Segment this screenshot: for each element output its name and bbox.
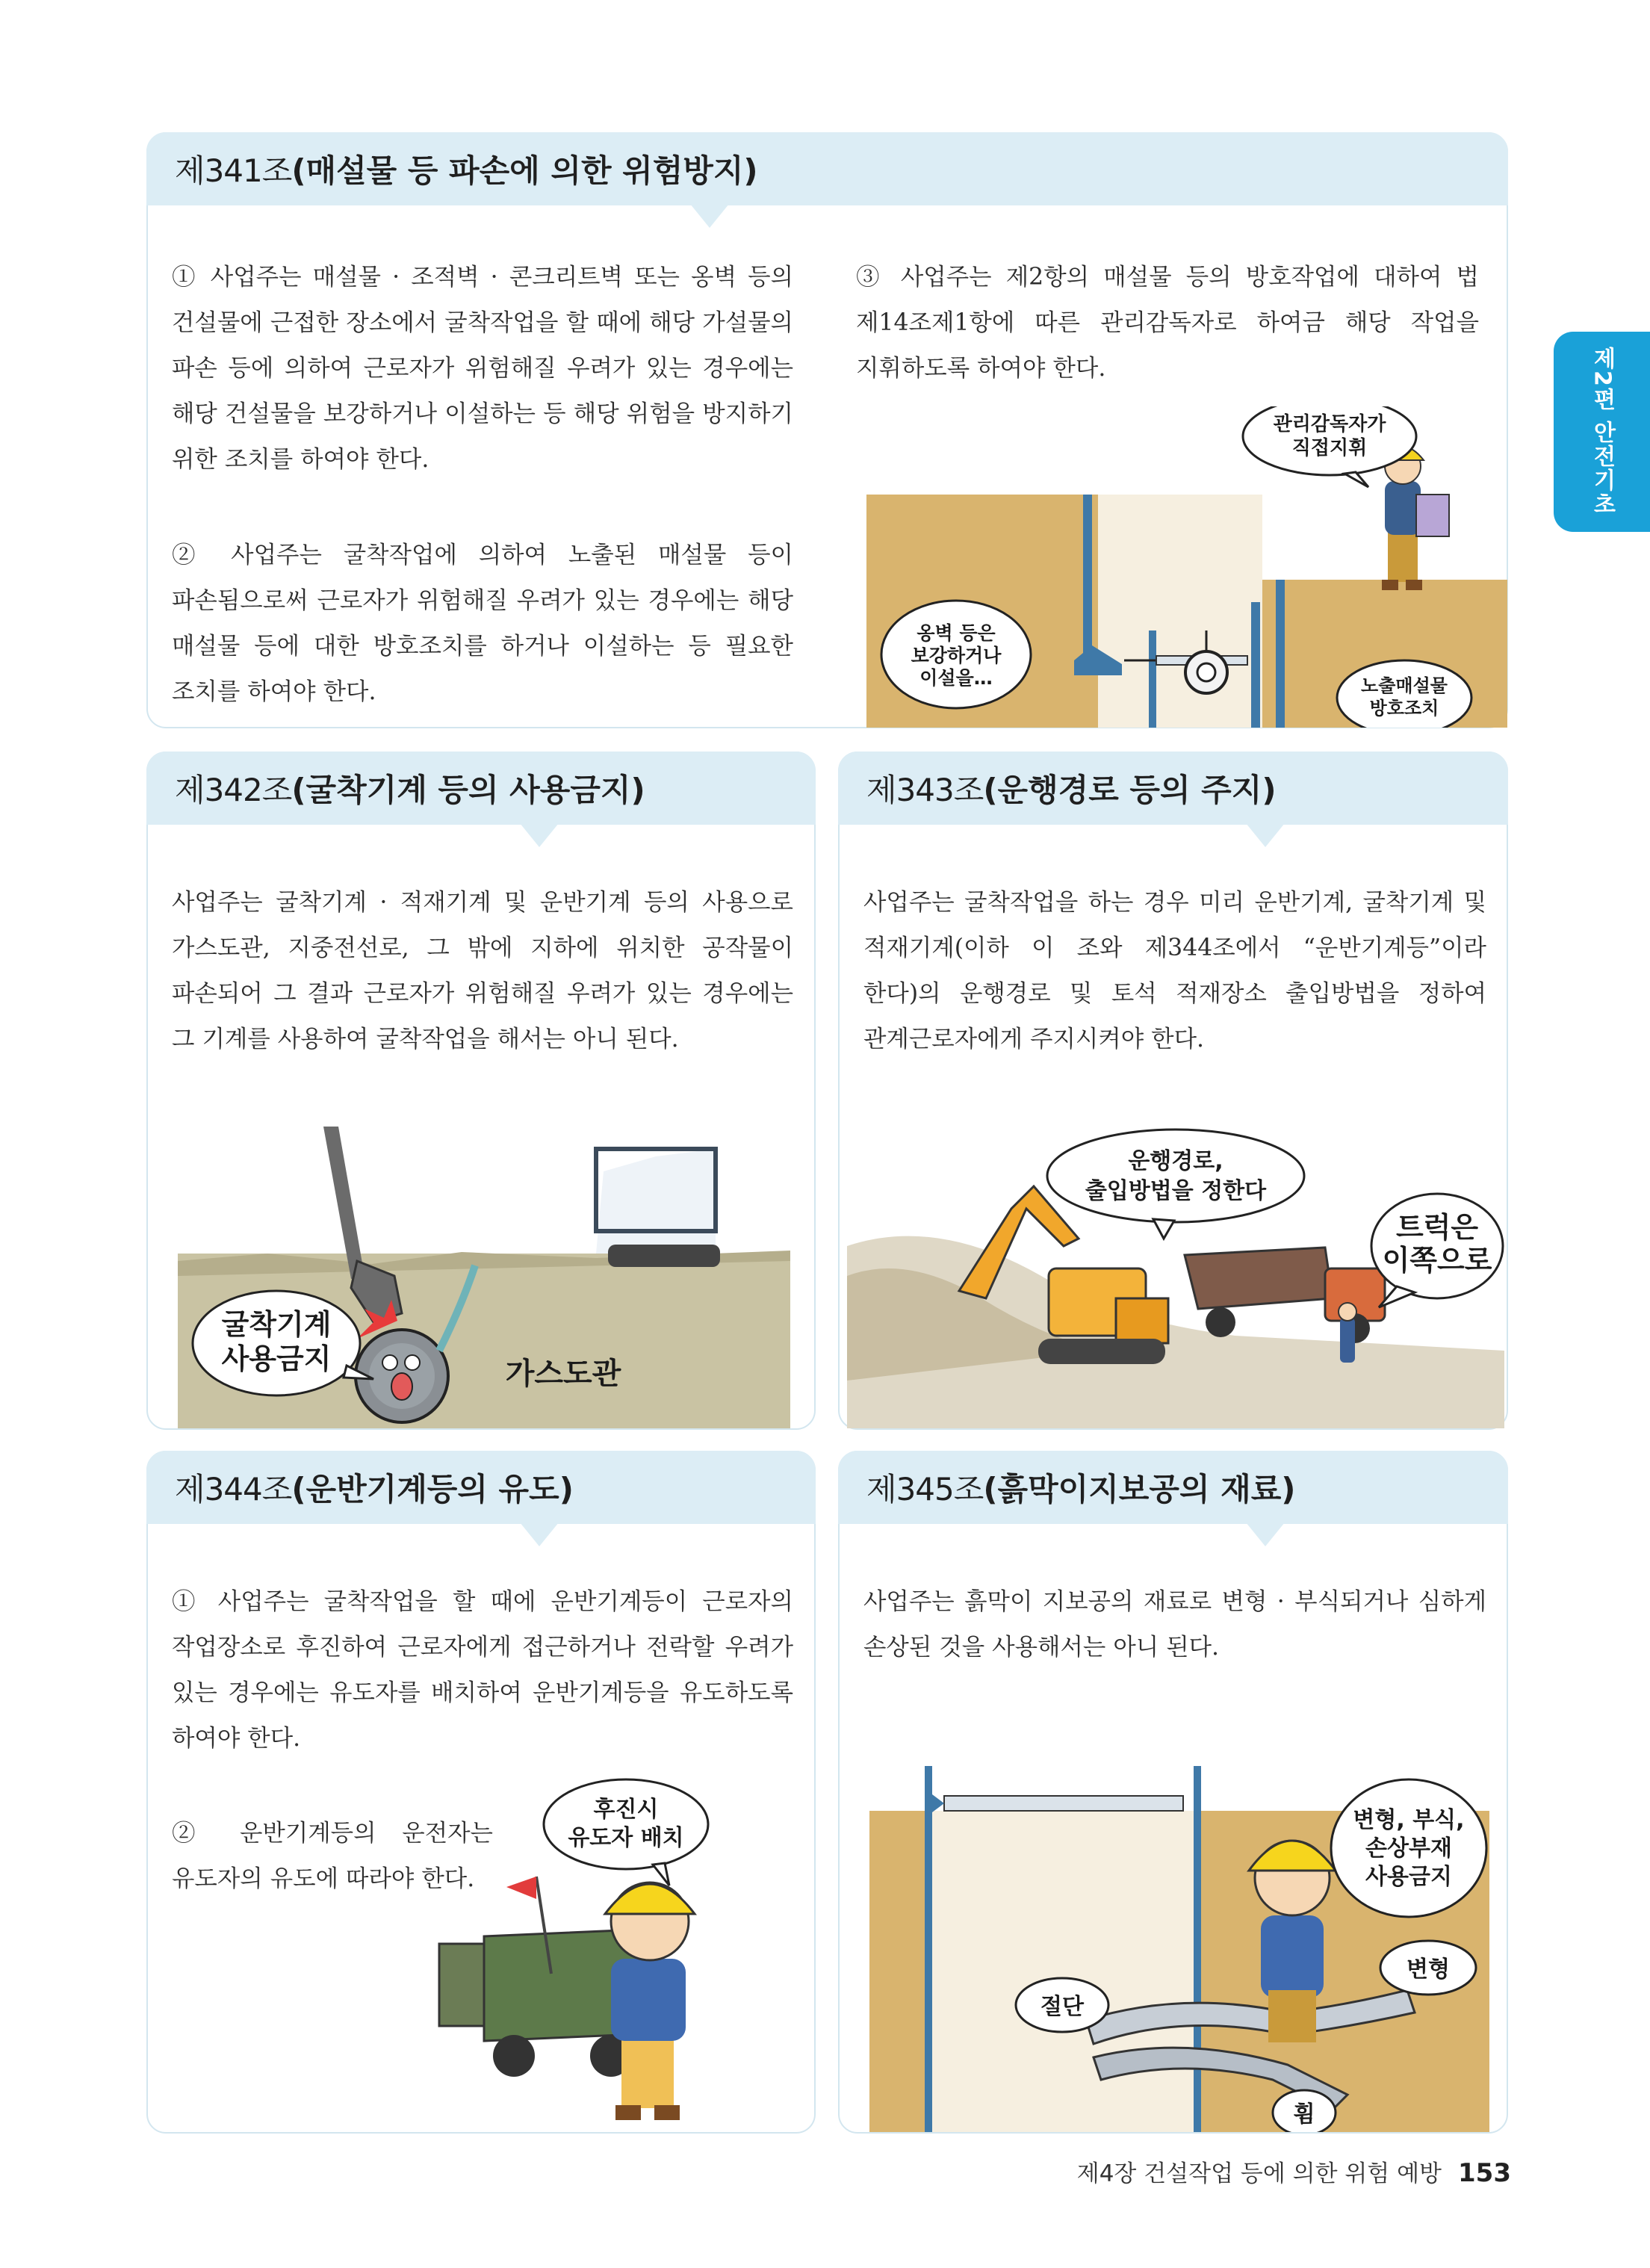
svg-text:절단: 절단 xyxy=(1040,1994,1084,2020)
article-345-title: 제345조(흙막이지보공의 재료) xyxy=(866,1471,1296,1508)
article-342-para-1: 사업주는 굴착기계 · 적재기계 및 운반기계 등의 사용으로 가스도관, 지중전선로, 그 밖에 지하에 위치한 공작물이 파손되어 그 결과 근로자가 위험해질 우려가 있는 경우에는 그 기계를 사용하여 굴착작업을 해서는 아니 된다. xyxy=(172,889,793,1053)
article-342-header xyxy=(146,752,816,825)
article-344-illustration xyxy=(432,1772,805,2132)
article-341-card xyxy=(146,132,1508,728)
article-344-title: 제344조(운반기계등의 유도) xyxy=(175,1471,574,1508)
page-number: 153 xyxy=(1458,2158,1511,2188)
svg-text:휨: 휨 xyxy=(1293,2101,1315,2128)
bubble-deform xyxy=(1380,1941,1476,1995)
svg-text:이쪽으로: 이쪽으로 xyxy=(1382,1244,1492,1277)
svg-text:사용금지: 사용금지 xyxy=(221,1342,332,1375)
svg-text:옹벽 등은: 옹벽 등은 xyxy=(917,622,996,644)
article-342-card xyxy=(146,752,816,1430)
svg-text:후진시: 후진시 xyxy=(593,1797,659,1823)
chapter-title: 제4장 건설작업 등에 의한 위험 예방 xyxy=(1076,2160,1442,2187)
bubble-bend xyxy=(1273,2090,1336,2132)
article-341-para-3: ③ 사업주는 제2항의 매설물 등의 방호작업에 대하여 법 제14조제1항에 따른 관리감독자로 하여금 해당 작업을 지휘하도록 하여야 한다. xyxy=(856,264,1479,382)
bubble-warning xyxy=(1331,1779,1486,1917)
article-344-para-1: ① 사업주는 굴착작업을 할 때에 운반기계등이 근로자의 작업장소로 후진하여 근로자에게 접근하거나 전락할 우려가 있는 경우에는 유도자를 배치하여 운반기계등을 유도하도록 하여야 한다. xyxy=(172,1588,793,1752)
article-344-para-2: ② 운반기계등의 운전자는 유도자의 유도에 따라야 한다. xyxy=(172,1820,493,1892)
bubble-pipe xyxy=(1337,660,1471,728)
svg-text:출입방법을 정한다: 출입방법을 정한다 xyxy=(1085,1178,1267,1204)
svg-text:손상부재: 손상부재 xyxy=(1365,1835,1452,1862)
svg-text:보강하거나: 보강하거나 xyxy=(911,645,1002,666)
svg-text:직접지휘: 직접지휘 xyxy=(1291,437,1368,459)
article-341-title: 제341조(매설물 등 파손에 의한 위험방지) xyxy=(175,152,758,189)
gas-pipe-label: 가스도관 xyxy=(505,1357,621,1391)
article-345-card xyxy=(838,1451,1508,2134)
svg-text:관리감독자가: 관리감독자가 xyxy=(1273,413,1386,436)
bubble-truck xyxy=(1371,1194,1503,1307)
article-344-header xyxy=(146,1451,816,1524)
svg-text:운행경로,: 운행경로, xyxy=(1128,1148,1223,1174)
guide-worker xyxy=(605,1883,695,2120)
supervisor-figure xyxy=(1382,447,1449,590)
article-341-para-1: ① 사업주는 매설물 · 조적벽 · 콘크리트벽 또는 옹벽 등의 건설물에 근접한 장소에서 굴착작업을 할 때에 해당 가설물의 파손 등에 의하여 근로자가 위험해질 우려가 있는 경우에는 해당 건설물을 보강하거나 이설하는 등 해당 위험을 방지하기 위한 조치를 하여야 한다. xyxy=(172,264,793,473)
article-341-illustration xyxy=(866,406,1507,728)
svg-text:굴착기계: 굴착기계 xyxy=(221,1308,332,1341)
svg-text:사용금지: 사용금지 xyxy=(1365,1864,1452,1890)
section-tab xyxy=(1554,332,1650,532)
bubble-guide xyxy=(544,1779,708,1886)
section-tab-label: 제2편 안전기초 xyxy=(1589,347,1616,517)
page-footer xyxy=(1077,2154,1511,2188)
article-342-illustration xyxy=(178,1127,790,1428)
svg-text:이설을…: 이설을… xyxy=(919,667,993,689)
svg-text:변형: 변형 xyxy=(1406,1956,1450,1983)
article-341-header xyxy=(146,132,1508,205)
article-345-para-1: 사업주는 흙막이 지보공의 재료로 변형 · 부식되거나 심하게 손상된 것을 사용해서는 아니 된다. xyxy=(863,1588,1486,1661)
bubble-route xyxy=(1047,1130,1304,1239)
svg-text:방호조치: 방호조치 xyxy=(1369,698,1439,719)
article-345-illustration xyxy=(869,1766,1489,2132)
bubble-cut xyxy=(1016,1978,1108,2032)
svg-text:유도자 배치: 유도자 배치 xyxy=(568,1825,684,1851)
article-342-title: 제342조(굴착기계 등의 사용금지) xyxy=(175,772,645,808)
article-343-illustration xyxy=(847,1127,1504,1428)
article-343-card xyxy=(838,752,1508,1430)
svg-text:변형, 부식,: 변형, 부식, xyxy=(1353,1807,1465,1833)
article-344-card xyxy=(146,1451,816,2134)
article-345-header xyxy=(838,1451,1508,1524)
svg-text:트럭은: 트럭은 xyxy=(1395,1211,1479,1244)
svg-text:노출매설물: 노출매설물 xyxy=(1361,675,1448,696)
article-343-title: 제343조(운행경로 등의 주지) xyxy=(866,772,1277,808)
article-343-header xyxy=(838,752,1508,825)
bubble-wall xyxy=(881,601,1031,708)
article-341-para-2: ② 사업주는 굴착작업에 의하여 노출된 매설물 등이 파손됨으로써 근로자가 위험해질 우려가 있는 경우에는 해당 매설물 등에 대한 방호조치를 하거나 이설하는 등 필요한 조치를 하여야 한다. xyxy=(172,542,793,705)
article-343-para-1: 사업주는 굴착작업을 하는 경우 미리 운반기계, 굴착기계 및 적재기계(이하 이 조와 제344조에서 “운반기계등”이라 한다)의 운행경로 및 토석 적재장소 출입방법을 정하여 관계근로자에게 주지시켜야 한다. xyxy=(863,889,1486,1053)
